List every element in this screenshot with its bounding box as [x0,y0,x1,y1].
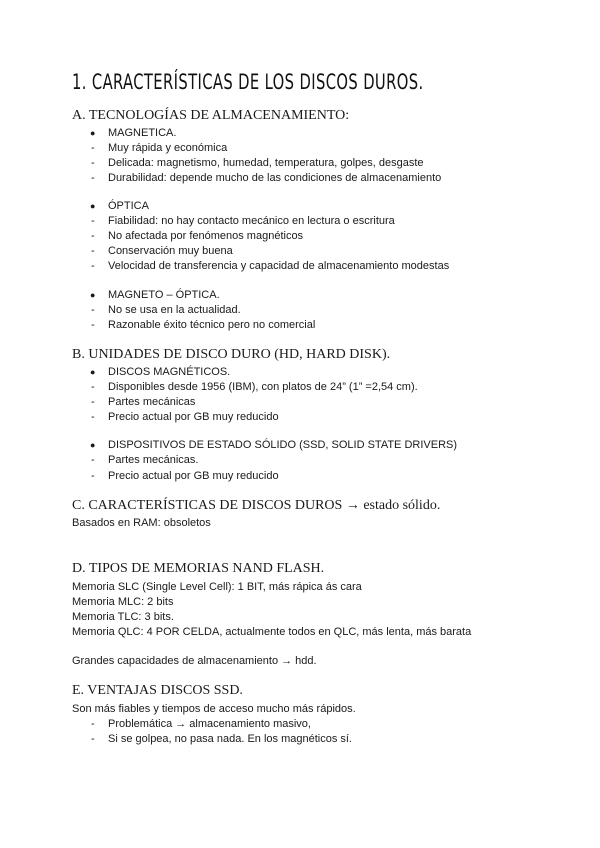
dash-icon: - [91,142,95,154]
section-c-heading: C. CARACTERÍSTICAS DE DISCOS DUROS → estado sólido. [72,498,441,513]
dash-icon: - [91,319,95,331]
list-item-text: Precio actual por GB muy reducido [108,411,279,423]
dash-icon: - [91,157,95,169]
memory-line: Memoria SLC (Single Level Cell): 1 BIT, más rápica ás cara [72,581,362,593]
dash-icon: - [91,470,95,482]
bullet-text: DISPOSITIVOS DE ESTADO SÓLIDO (SSD, SOLID STATE DRIVERS) [108,439,458,451]
bullet-dot-icon: ● [90,201,96,211]
list-item-text: Fiabilidad: no hay contacto mecánico en lectura o escritura [108,215,395,227]
list-item-text: No afectada por fenómenos magnéticos [108,230,304,242]
dash-icon: - [91,396,95,408]
page-title: 1. CARACTERÍSTICAS DE LOS DISCOS DUROS. [72,70,424,94]
bullet-dot-icon: ● [90,367,96,377]
list-item-text: Si se golpea, no pasa nada. En los magnéticos sí. [108,733,352,745]
dash-icon: - [91,304,95,316]
dash-icon: - [91,454,95,466]
dash-icon: - [91,733,95,745]
list-item-text: Razonable éxito técnico pero no comercial [108,319,316,331]
list-item-text: Conservación muy buena [108,245,233,257]
bullet-dot-icon: ● [90,128,96,138]
section-e-text: Son más fiables y tiempos de acceso mucho más rápidos. [72,703,356,715]
dash-icon: - [91,230,95,242]
list-item-text: Delicada: magnetismo, humedad, temperatura, golpes, desgaste [108,157,424,169]
list-item-text: Partes mecánicas. [108,454,199,466]
bullet-dot-icon: ● [90,440,96,450]
list-item-text: Precio actual por GB muy reducido [108,470,279,482]
bullet-text: ÓPTICA [108,200,149,212]
section-b-heading: B. UNIDADES DE DISCO DURO (HD, HARD DISK). [72,347,391,362]
list-item-text: Muy rápida y económica [108,142,228,154]
list-item-text: Durabilidad: depende mucho de las condiciones de almacenamiento [108,172,442,184]
bullet-text: MAGNETICA. [108,127,177,139]
section-e-heading: E. VENTAJAS DISCOS SSD. [72,683,243,698]
dash-icon: - [91,411,95,423]
list-item-text: Partes mecánicas [108,396,196,408]
bullet-text: MAGNETO – ÓPTICA. [108,289,220,301]
bullet-text: DISCOS MAGNÉTICOS. [108,366,231,378]
dash-icon: - [91,245,95,257]
list-item-text: Disponibles desde 1956 (IBM), con platos de 24” (1” =2,54 cm). [108,381,418,393]
dash-icon: - [91,718,95,730]
memory-line: Memoria TLC: 3 bits. [72,611,174,623]
list-item-text: No se usa en la actualidad. [108,304,241,316]
bullet-dot-icon: ● [90,290,96,300]
list-item-text: Problemática → almacenamiento masivo, [108,718,311,730]
dash-icon: - [91,172,95,184]
section-d-heading: D. TIPOS DE MEMORIAS NAND FLASH. [72,561,325,576]
section-a-heading: A. TECNOLOGÍAS DE ALMACENAMIENTO: [72,108,350,123]
section-c-text: Basados en RAM: obsoletos [72,517,211,529]
memory-line: Memoria MLC: 2 bits [72,596,174,608]
memory-line: Memoria QLC: 4 POR CELDA, actualmente todos en QLC, más lenta, más barata [72,626,472,638]
section-d-note: Grandes capacidades de almacenamiento → hdd. [72,655,317,667]
dash-icon: - [91,381,95,393]
list-item-text: Velocidad de transferencia y capacidad de almacenamiento modestas [108,260,450,272]
dash-icon: - [91,215,95,227]
dash-icon: - [91,260,95,272]
